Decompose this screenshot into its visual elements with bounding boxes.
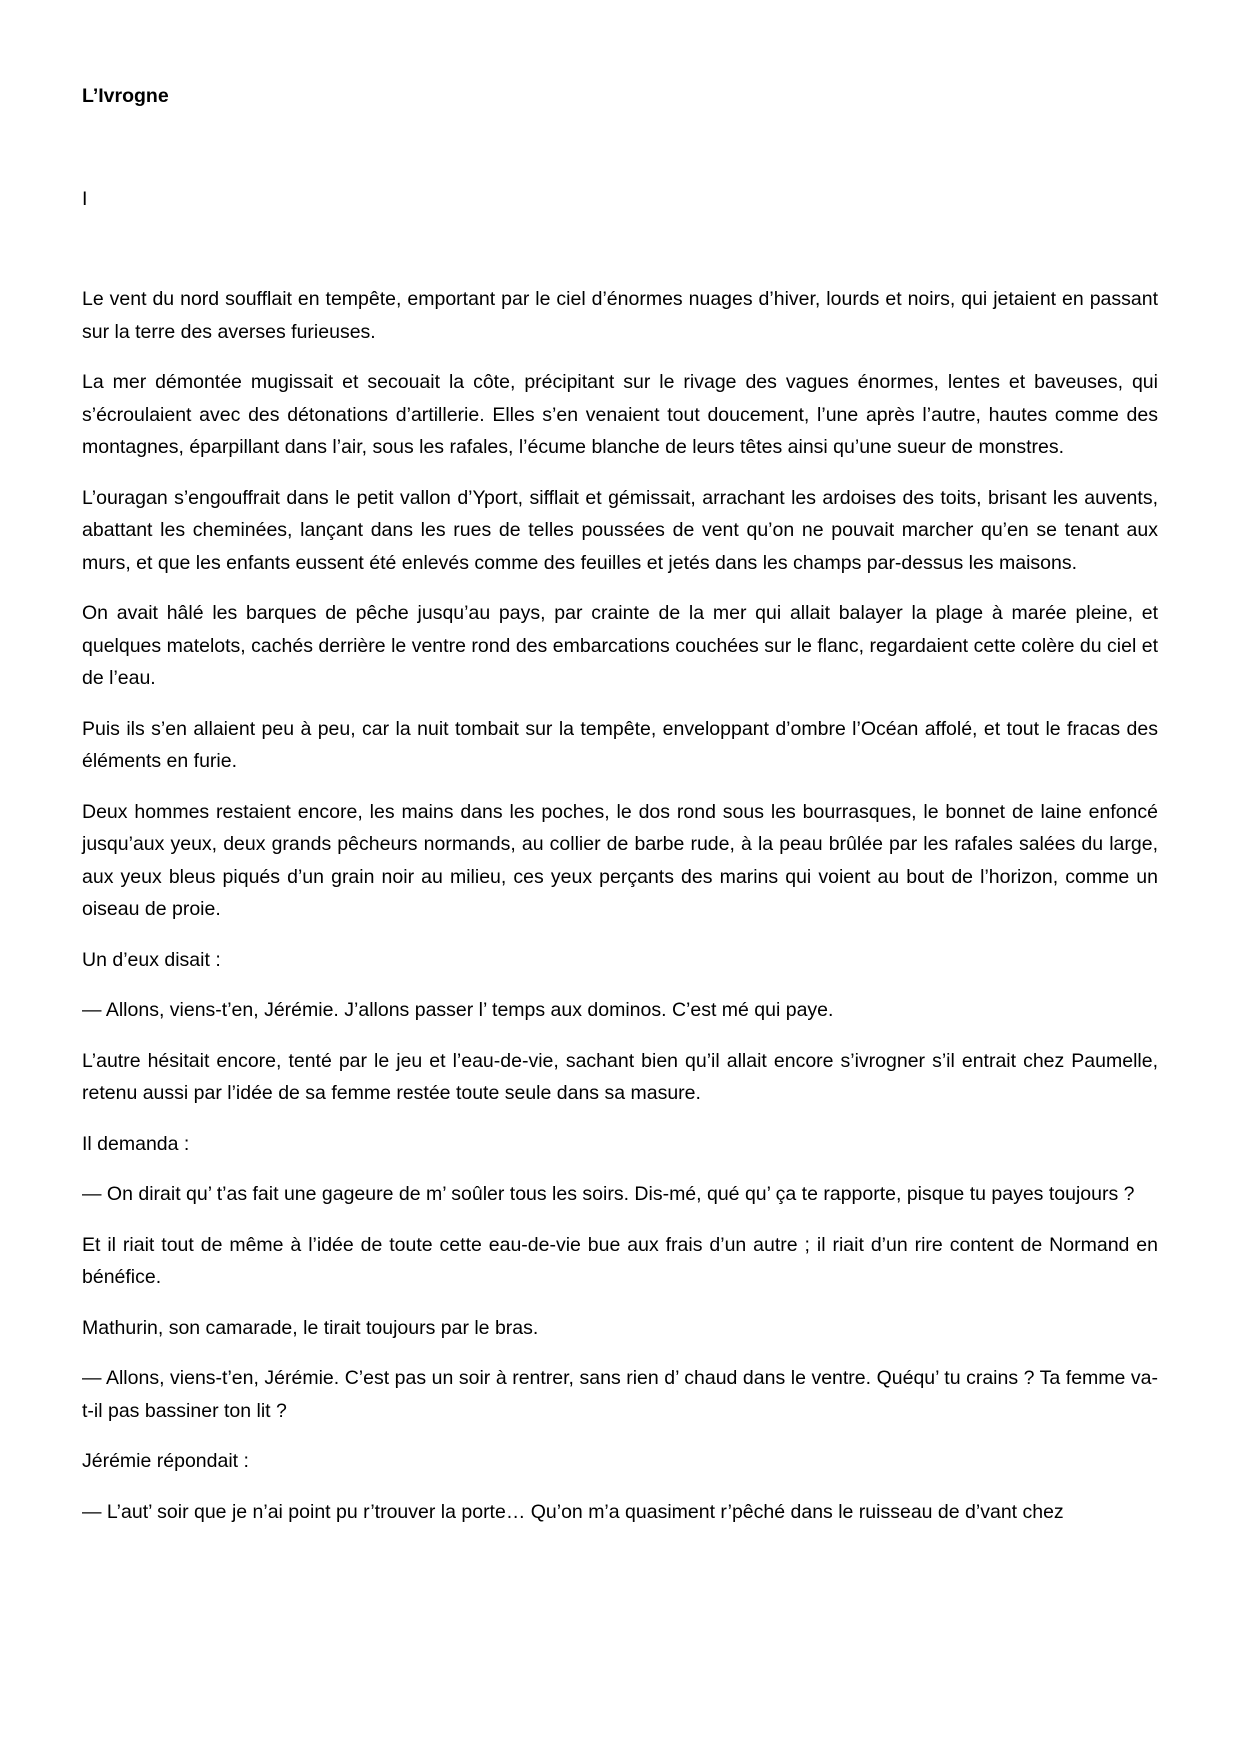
paragraph: On avait hâlé les barques de pêche jusqu’au pays, par crainte de la mer qui allait balayer la plage à marée pleine, et quelques matelots, cachés derrière le ventre rond des embarcations couchées sur le flanc, regardaient cette colère du ciel et de l’eau. <box>82 602 1158 689</box>
paragraph: Un d’eux disait : <box>82 948 221 971</box>
paragraph: — Allons, viens-t’en, Jérémie. J’allons passer l’ temps aux dominos. C’est mé qui paye. <box>82 999 834 1021</box>
paragraph: — On dirait qu’ t’as fait une gageure de m’ soûler tous les soirs. Dis-mé, qué qu’ ça te rapporte, pisque tu payes toujours ? <box>82 1183 1135 1205</box>
paragraph: Et il riait tout de même à l’idée de toute cette eau-de-vie bue aux frais d’un autre ; il riait d’un rire content de Normand en bénéfice. <box>82 1233 1158 1288</box>
paragraph: Deux hommes restaient encore, les mains dans les poches, le dos rond sous les bourrasques, le bonnet de laine enfoncé jusqu’aux yeux, deux grands pêcheurs normands, au collier de barbe rude, à la peau brûlée par les rafales salées du large, aux yeux bleus piqués d’un grain noir au milieu, ces yeux perçants des marins qui voient au bout de l’horizon, comme un oiseau de proie. <box>82 800 1158 920</box>
paragraph: Il demanda : <box>82 1132 190 1155</box>
paragraph: Puis ils s’en allaient peu à peu, car la nuit tombait sur la tempête, enveloppant d’ombre l’Océan affolé, et tout le fracas des éléments en furie. <box>82 717 1158 772</box>
chapter-heading: I <box>82 188 88 210</box>
paragraph: Le vent du nord soufflait en tempête, emportant par le ciel d’énormes nuages d’hiver, lourds et noirs, qui jetaient en passant sur la terre des averses furieuses. <box>82 288 1158 343</box>
paragraph: Mathurin, son camarade, le tirait toujours par le bras. <box>82 1316 539 1339</box>
paragraph: — Allons, viens-t’en, Jérémie. C’est pas un soir à rentrer, sans rien d’ chaud dans le ventre. Quéqu’ tu crains ? Ta femme va-t-il pas bassiner ton lit ? <box>82 1367 1158 1422</box>
paragraph: La mer démontée mugissait et secouait la côte, précipitant sur le rivage des vagues énormes, lentes et baveuses, qui s’écroulaient avec des détonations d’artillerie. Elles s’en venaient tout doucement, l’une après l’autre, hautes comme des montagnes, éparpillant dans l’air, sous les rafales, l’écume blanche de leurs têtes ainsi qu’une sueur de monstres. <box>82 371 1158 458</box>
document-page <box>82 0 1158 1755</box>
paragraph: L’autre hésitait encore, tenté par le jeu et l’eau-de-vie, sachant bien qu’il allait encore s’ivrogner s’il entrait chez Paumelle, retenu aussi par l’idée de sa femme restée toute seule dans sa masure. <box>82 1049 1158 1104</box>
paragraph: — L’aut’ soir que je n’ai point pu r’trouver la porte… Qu’on m’a quasiment r’pêché dans le ruisseau de d’vant chez <box>82 1500 1064 1523</box>
paragraph: Jérémie répondait : <box>82 1450 249 1472</box>
paragraph: L’ouragan s’engouffrait dans le petit vallon d’Yport, sifflait et gémissait, arrachant les ardoises des toits, brisant les auvents, abattant les cheminées, lançant dans les rues de telles poussées de vent qu’on ne pouvait marcher qu’en se tenant aux murs, et que les enfants eussent été enlevés comme des feuilles et jetés dans les champs par-dessus les maisons. <box>82 486 1158 574</box>
body-text <box>82 283 1158 1546</box>
document-title: L’Ivrogne <box>82 85 169 107</box>
